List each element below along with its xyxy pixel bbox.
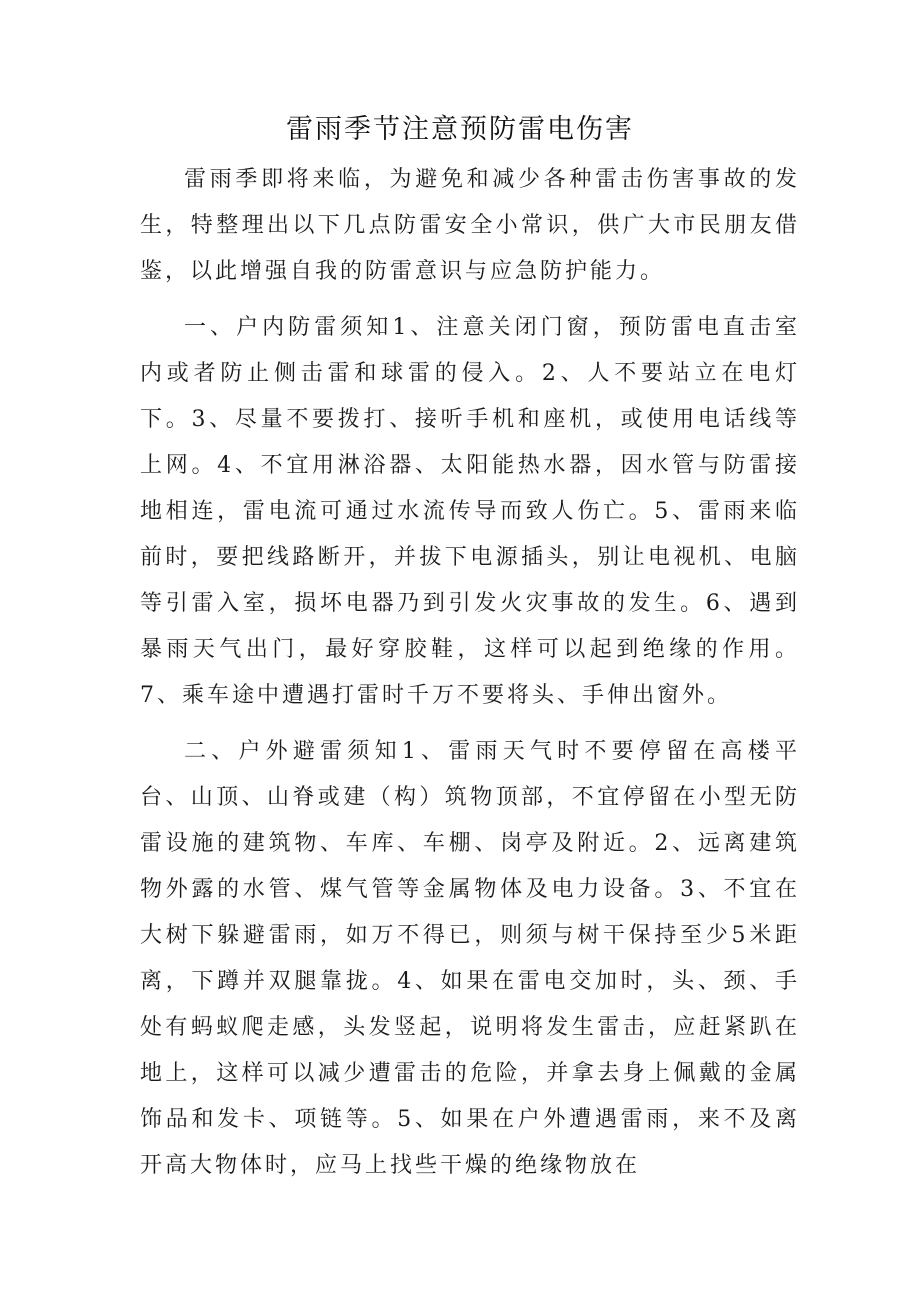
indoor-safety-paragraph: 一、户内防雷须知1、注意关闭门窗，预防雷电直击室内或者防止侧击雷和球雷的侵入。2、人不要站立在电灯下。3、尽量不要拨打、接听手机和座机，或使用电话线等上网。4、不宜用淋浴器、太阳能热水器，因水管与防雷接地相连，雷电流可通过水流传导而致人伤亡。5、雷雨来临前时，要把线路断开，并拔下电源插头，别让电视机、电脑等引雷入室，损坏电器乃到引发火灾事故的发生。6、遇到暴雨天气出门，最好穿胶鞋，这样可以起到绝缘的作用。7、乘车途中遭遇打雷时千万不要将头、手伸出窗外。 [140, 315, 800, 708]
outdoor-safety-paragraph: 二、户外避雷须知1、雷雨天气时不要停留在高楼平台、山顶、山脊或建（构）筑物顶部，不宜停留在小型无防雷设施的建筑物、车库、车棚、岗亭及附近。2、远离建筑物外露的水管、煤气管等金属物体及电力设备。3、不宜在大树下躲避雷雨，如万不得已，则须与树干保持至少5米距离，下蹲并双腿靠拢。4、如果在雷电交加时，头、颈、手处有蚂蚁爬走感，头发竖起，说明将发生雷击，应赶紧趴在地上，这样可以减少遭雷击的危险，并拿去身上佩戴的金属饰品和发卡、项链等。5、如果在户外遭遇雷雨，来不及离开高大物体时，应马上找些干燥的绝缘物放在 [140, 739, 800, 1178]
intro-paragraph: 雷雨季即将来临，为避免和减少各种雷击伤害事故的发生，特整理出以下几点防雷安全小常识，供广大市民朋友借鉴，以此增强自我的防雷意识与应急防护能力。 [140, 167, 800, 284]
document-title: 雷雨季节注意预防雷电伤害 [286, 114, 634, 145]
document-body [140, 157, 800, 1199]
